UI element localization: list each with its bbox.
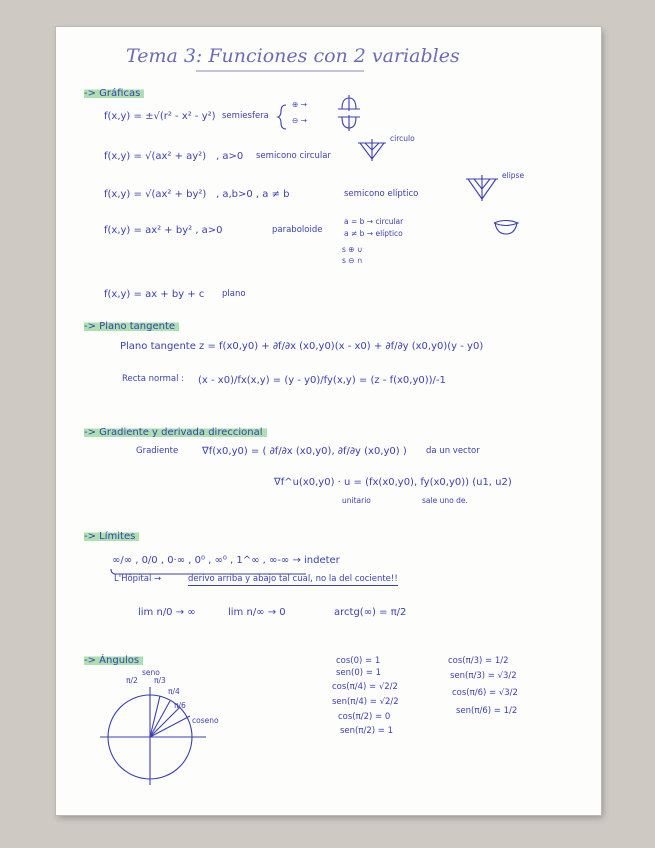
cone-icon [356,139,388,161]
trig-value: sen(π/4) = √2/2 [332,697,399,707]
unit-circle-diagram [92,677,216,787]
note-vector: da un vector [426,446,480,456]
eq-semicono-circular: f(x,y) = √(ax² + ay²) [104,151,207,162]
label-hopital: L'Hôpital → [114,574,162,584]
desc-plano: plano [222,289,246,299]
title-underline [196,69,366,73]
desc-semiesfera: semiesfera [222,111,269,121]
brace-icon [278,104,288,130]
trig-value: sen(0) = 1 [336,668,382,678]
desc-semicono-eliptico: semicono elíptico [344,189,419,199]
opt-minus: ⊖ → [292,116,307,125]
case-circular: a = b → circular [344,217,404,226]
eq-paraboloide: f(x,y) = ax² + by² , a>0 [104,225,223,236]
trig-value: cos(π/4) = √2/2 [332,682,398,692]
lower-hemisphere-icon [336,115,362,131]
section-heading-plano: -> Plano tangente [84,321,179,332]
sign-down: s ⊖ ∩ [342,256,363,265]
elliptic-cone-icon [464,175,500,201]
angle-label-pi3: π/3 [154,676,166,685]
note-unitario: unitario [342,496,371,505]
section-heading-limites: -> Límites [84,531,139,542]
limit-n-over-infinity: lim n/∞ → 0 [228,607,286,618]
notebook-page [56,27,601,815]
eq-derivada-direccional: ∇f^u(x0,y0) · u = (fx(x0,y0), fy(x0,y0)) (u1, u2) [274,477,512,488]
cond-semicono-eliptico: , a,b>0 , a ≠ b [216,189,290,200]
upper-hemisphere-icon [336,95,362,111]
page-title: Tema 3: Funciones con 2 variables [126,45,460,67]
note-elipse: elipse [502,171,525,180]
label-recta-normal: Recta normal : [122,374,185,384]
opt-plus: ⊕ → [292,100,307,109]
note-hopital: derivo arriba y abajo tal cual, no la del cociente!! [188,574,398,584]
label-gradiente: Gradiente [136,446,179,456]
section-heading-gradiente: -> Gradiente y derivada direccional [84,427,267,438]
eq-semicono-eliptico: f(x,y) = √(ax² + by²) [104,189,207,200]
paraboloid-icon [492,219,520,235]
cond-semicono-circular: , a>0 [216,151,244,162]
trig-value: sen(π/3) = √3/2 [450,671,517,681]
eq-semiesfera: f(x,y) = ±√(r² - x² - y²) [104,111,216,122]
trig-value: cos(π/3) = 1/2 [448,656,509,666]
section-heading-graficas: -> Gráficas [84,88,144,99]
limit-n-over-zero: lim n/0 → ∞ [138,607,196,618]
case-eliptico: a ≠ b → elíptico [344,229,403,238]
axis-label-coseno: coseno [192,716,219,725]
trig-value: sen(π/6) = 1/2 [456,706,518,716]
note-circulo: circulo [390,134,415,143]
desc-paraboloide: paraboloide [272,225,323,235]
angle-label-pi4: π/4 [168,687,180,696]
eq-gradiente: ∇f(x0,y0) = ( ∂f/∂x (x0,y0), ∂f/∂y (x0,y0) ) [202,446,407,457]
trig-value: cos(π/2) = 0 [338,712,391,722]
desc-semicono-circular: semicono circular [256,151,331,161]
axis-label-seno: seno [142,668,160,677]
arctg-infinity: arctg(∞) = π/2 [334,607,407,618]
trig-value: cos(0) = 1 [336,656,381,666]
section-heading-angulos: -> Ángulos [84,655,143,666]
angle-label-pi6: π/6 [174,701,186,710]
indeterminaciones: ∞/∞ , 0/0 , 0·∞ , 0⁰ , ∞⁰ , 1^∞ , ∞-∞ → indeter [112,555,340,566]
eq-recta-normal: (x - x0)/fx(x,y) = (y - y0)/fy(x,y) = (z - f(x0,y0))/-1 [198,375,446,386]
trig-value: cos(π/6) = √3/2 [452,688,518,698]
note-sale-uno: sale uno de. [422,496,468,505]
angle-label-pi2: π/2 [126,676,138,685]
trig-value: sen(π/2) = 1 [340,726,394,736]
eq-plano: f(x,y) = ax + by + c [104,289,205,300]
sign-up: s ⊕ ∪ [342,245,363,254]
eq-plano-tangente: Plano tangente z = f(x0,y0) + ∂f/∂x (x0,y0)(x - x0) + ∂f/∂y (x0,y0)(y - y0) [120,341,484,352]
